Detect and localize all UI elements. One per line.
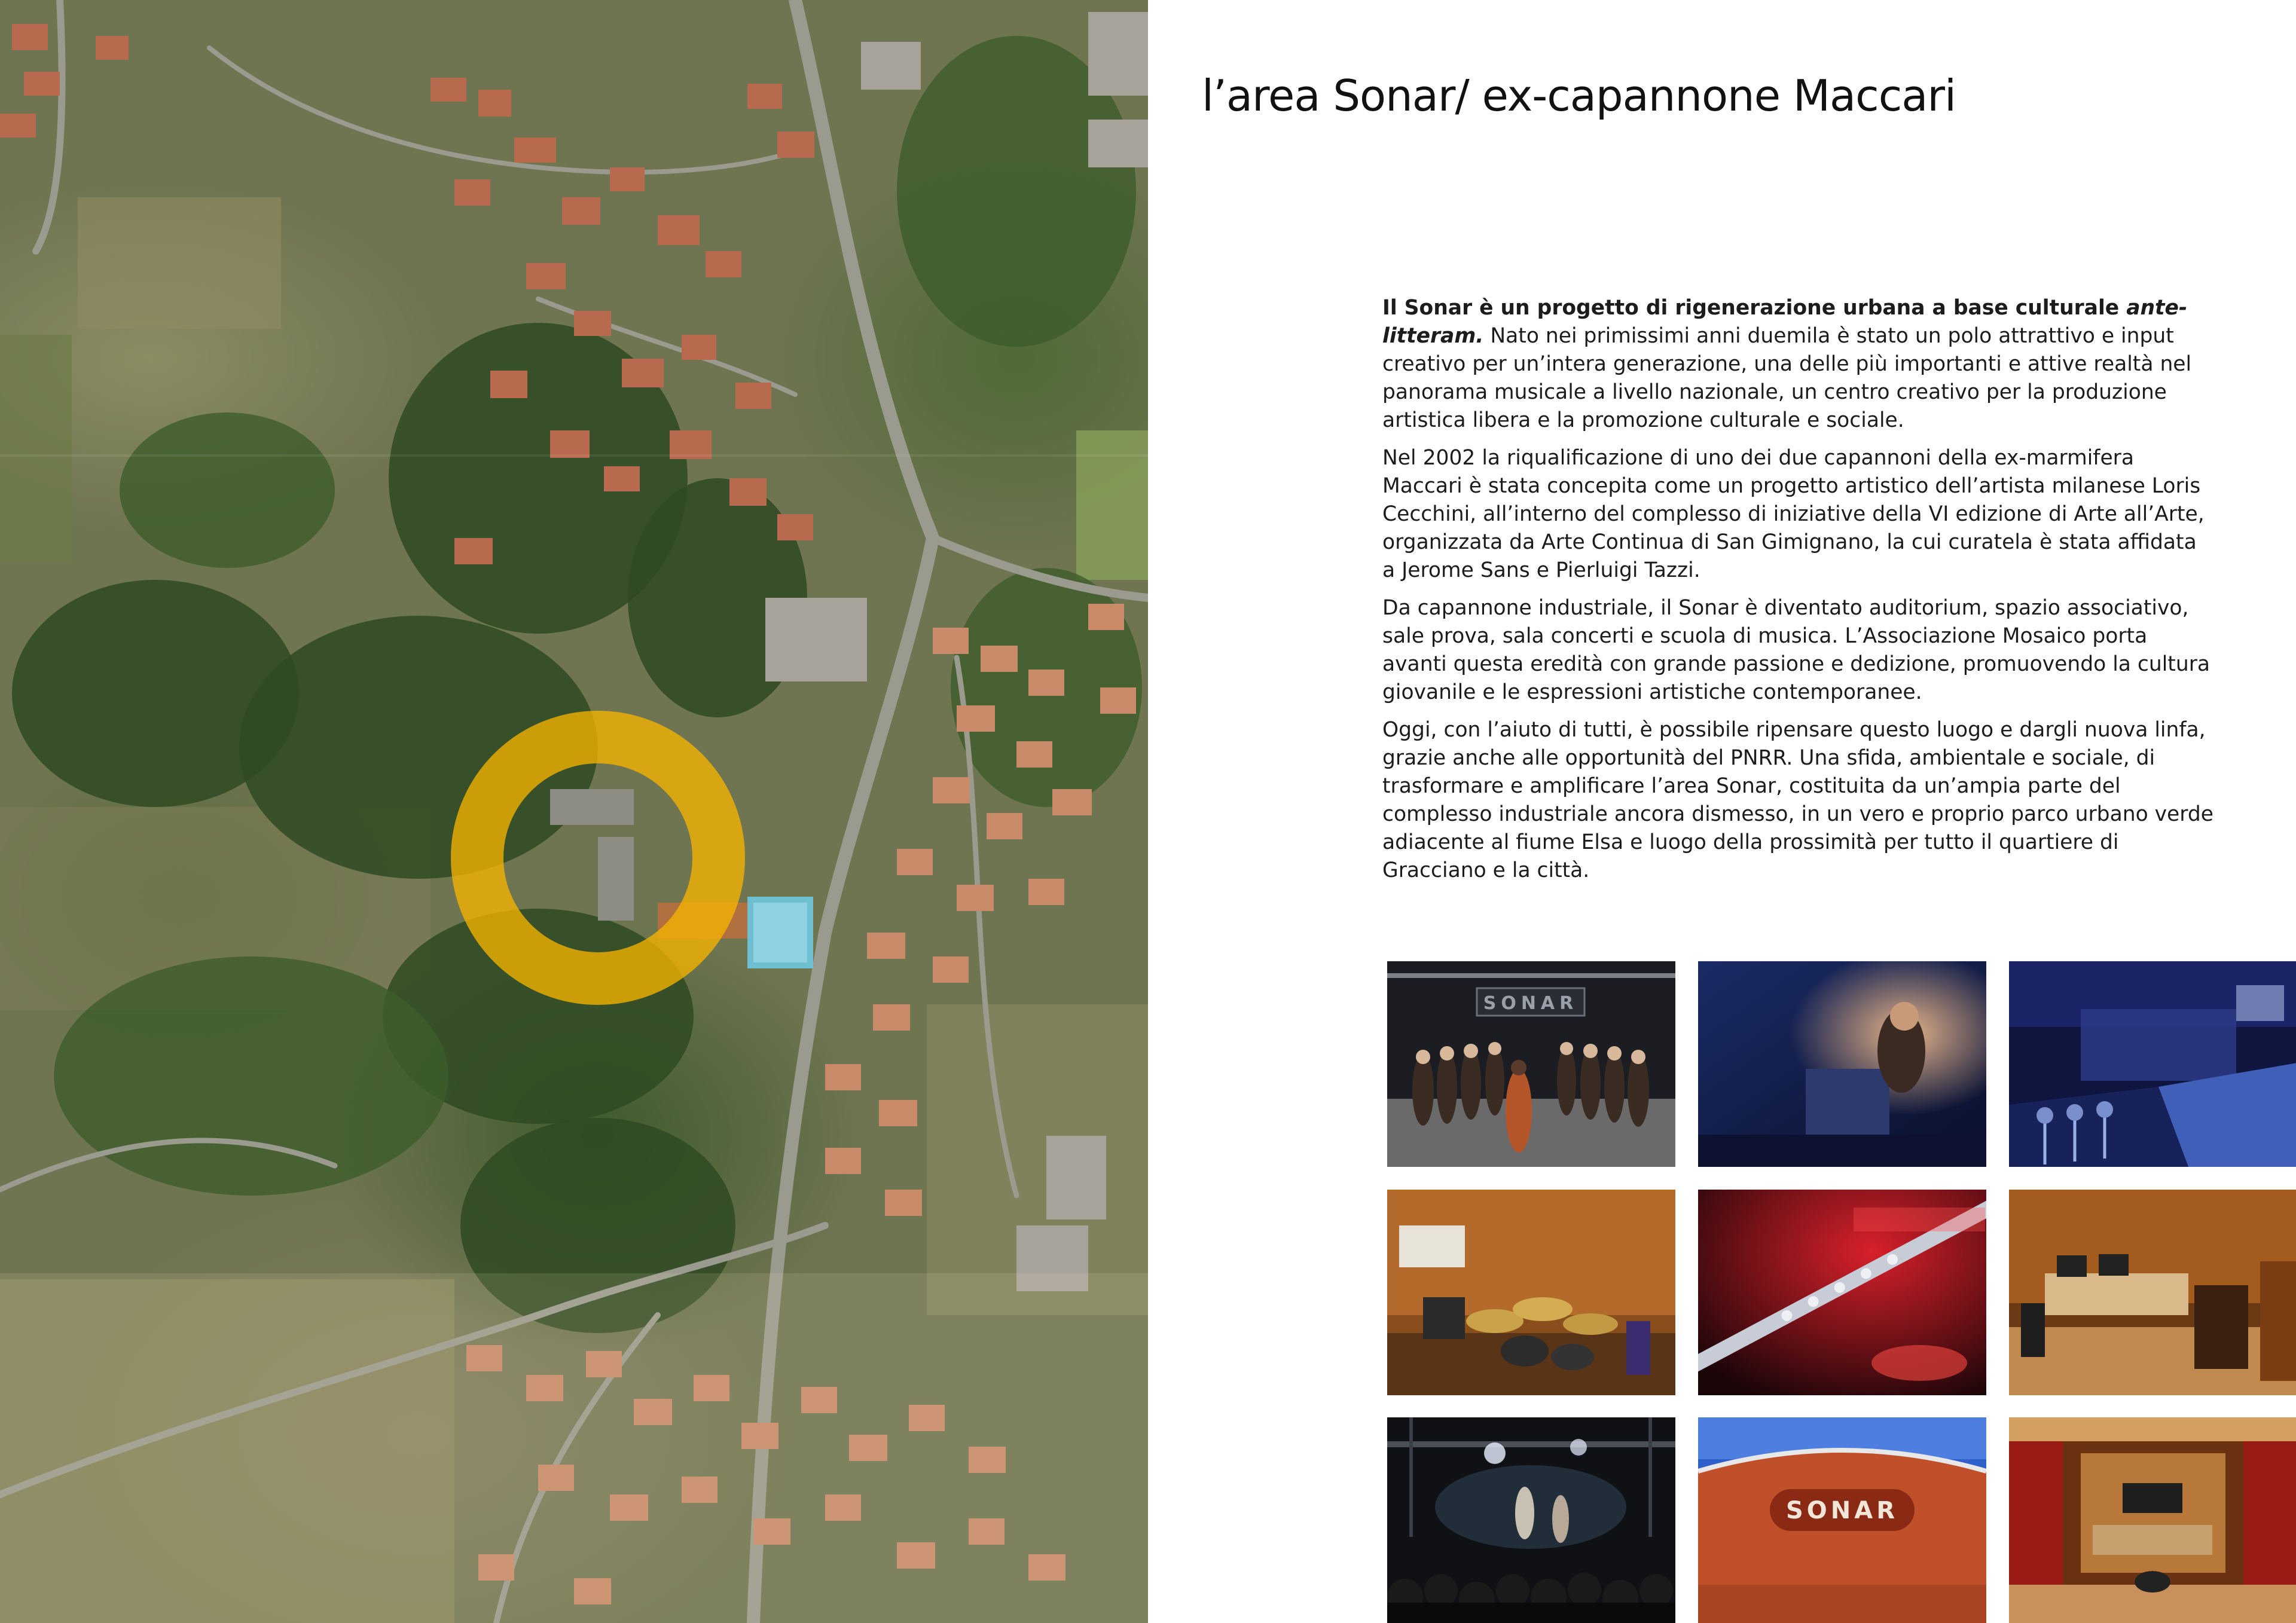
facade-sign: SONAR: [1785, 1497, 1899, 1524]
body-text: [1382, 294, 2213, 894]
paragraph-1-text: Nato nei primissimi anni duemila è stato un polo attrattivo e input creativo per un’intera generazione, una delle più importanti e attive realtà nel panorama musicale a livello nazionale, un centro creativo per la produzione artistica libera e la promozione culturale e sociale.: [1382, 324, 2192, 432]
photo-sonar-facade: [1698, 1417, 1986, 1623]
photo-performer-blue: [1698, 961, 1986, 1167]
photo-flute-red-light: [1698, 1190, 1986, 1395]
paragraph-1: [1382, 294, 2213, 435]
photo-choir-stage: [1387, 961, 1675, 1167]
paragraph-1-lead: Il Sonar è un progetto di rigenerazione urbana a base culturale: [1382, 296, 2127, 320]
photo-bar-room: [2009, 961, 2296, 1167]
paragraph-3: Da capannone industriale, il Sonar è diventato auditorium, spazio associativo, sale prova, sala concerti e scuola di musica. L’Associazione Mosaico porta avanti questa eredità con grande passione e dedizione, promuovendo la cultura giovanile e le espressioni artistiche contemporanee.: [1382, 596, 2210, 704]
paragraph-2: Nel 2002 la riqualificazione di uno dei due capannoni della ex-marmifera Maccari è stata concepita come un progetto artistico dell’artista milanese Loris Cecchini, all’interno del complesso di iniziative della VI edizione di Arte all’Arte, organizzata da Arte Continua di San Gimignano, la cui curatela è stata affidata a Jerome Sans e Pierluigi Tazzi.: [1382, 446, 2205, 582]
photo-concert-crowd: [1387, 1417, 1675, 1623]
photo-gallery: [1387, 961, 2224, 1623]
paragraph-4: Oggi, con l’aiuto di tutti, è possibile ripensare questo luogo e dargli nuova linfa, grazie anche alle opportunità del PNRR. Una sfida, ambientale e sociale, di trasformare e amplificare l’area Sonar, costituita da un’ampia parte del complesso industriale ancora dismesso, in un vero e proprio parco urbano verde adiacente al fiume Elsa e luogo della prossimità per tutto il quartiere di Gracciano e la città.: [1382, 718, 2213, 882]
choir-stage-sign: SONAR: [1483, 993, 1578, 1014]
paragraph-1-lead-emphasis: ante-litteram.: [1382, 296, 2188, 348]
page-title: l’area Sonar/ ex-capannone Maccari: [1202, 71, 1956, 121]
photo-rehearsal-room-drums: [1387, 1190, 1675, 1395]
photo-recording-studio: [2009, 1190, 2296, 1395]
photo-studio-red-curtains: [2009, 1417, 2296, 1623]
